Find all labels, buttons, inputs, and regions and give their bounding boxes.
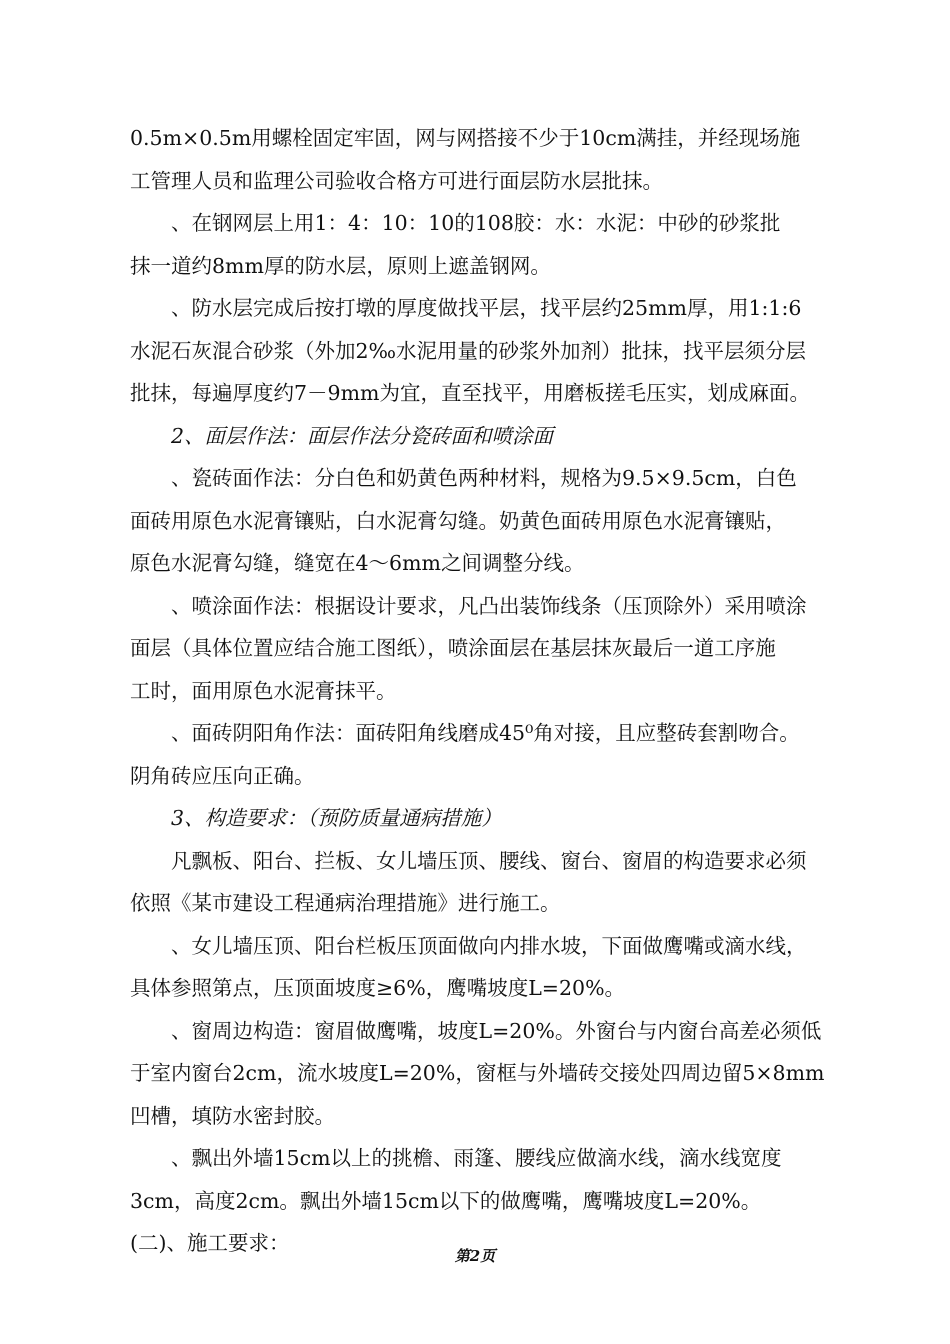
- text-line: 于室内窗台2cm，流水坡度L=20%，窗框与外墙砖交接处四周边留5×8mm: [130, 1061, 825, 1085]
- text-line: 工时，面用原色水泥膏抹平。: [130, 678, 397, 703]
- text-line: 、女儿墙压顶、阳台栏板压顶面做向内排水坡，下面做鹰嘴或滴水线，: [171, 933, 807, 958]
- text-line: 、喷涂面作法：根据设计要求，凡凸出装饰线条（压顶除外）采用喷涂: [171, 593, 807, 618]
- section-heading: (二)、施工要求：: [130, 1231, 290, 1255]
- text-line: 水泥石灰混合砂浆（外加2‰水泥用量的砂浆外加剂）批抹，找平层须分层: [130, 338, 807, 363]
- text-line: 、防水层完成后按打墩的厚度做找平层，找平层约25mm厚，用1:1:6: [171, 296, 802, 320]
- text-line: 凡飘板、阳台、拦板、女儿墙压顶、腰线、窗台、窗眉的构造要求必须: [171, 848, 807, 873]
- section-heading: 3、构造要求：（预防质量通病措施）: [171, 806, 502, 830]
- section-heading: 2、面层作法：面层作法分瓷砖面和喷涂面: [171, 423, 554, 448]
- text-line: 3cm，高度2cm。飘出外墙15cm以下的做鹰嘴，鹰嘴坡度L=20%。: [130, 1188, 762, 1213]
- text-line: 面砖用原色水泥膏镶贴，白水泥膏勾缝。奶黄色面砖用原色水泥膏镶贴，: [130, 508, 786, 533]
- text-line: 批抹，每遍厚度约7－9mm为宜，直至找平，用磨板搓毛压实，划成麻面。: [130, 381, 810, 405]
- text-line: 原色水泥膏勾缝，缝宽在4～6mm之间调整分线。: [130, 551, 585, 575]
- text-line: 0.5m×0.5m用螺栓固定牢固，网与网搭接不少于10cm满挂，并经现场施: [130, 126, 801, 150]
- body-text: [130, 117, 830, 1265]
- text-line: 凹槽，填防水密封胶。: [130, 1103, 335, 1128]
- text-line: 抹一道约8mm厚的防水层，原则上遮盖钢网。: [130, 253, 551, 278]
- text-line: 、在钢网层上用1：4：10：10的108胶：水：水泥：中砂的砂浆批: [171, 211, 781, 235]
- text-line: 、窗周边构造：窗眉做鹰嘴，坡度L=20%。外窗台与内窗台高差必须低: [171, 1018, 822, 1043]
- text-line: 面层（具体位置应结合施工图纸），喷涂面层在基层抹灰最后一道工序施: [130, 636, 776, 660]
- page-number: 第2页: [454, 1247, 496, 1265]
- text-line: 阴角砖应压向正确。: [130, 763, 315, 788]
- text-line: 、飘出外墙15cm以上的挑檐、雨篷、腰线应做滴水线，滴水线宽度: [171, 1146, 782, 1170]
- text-line: 、瓷砖面作法：分白色和奶黄色两种材料，规格为9.5×9.5cm，白色: [171, 466, 797, 490]
- text-line: 工管理人员和监理公司验收合格方可进行面层防水层批抹。: [130, 168, 663, 193]
- text-line: 依照《某市建设工程通病治理措施》进行施工。: [130, 891, 561, 915]
- text-line: 具体参照第点，压顶面坡度≥6%，鹰嘴坡度L=20%。: [130, 976, 626, 1000]
- text-line: 、面砖阴阳角作法：面砖阳角线磨成45⁰角对接，且应整砖套割吻合。: [171, 721, 800, 745]
